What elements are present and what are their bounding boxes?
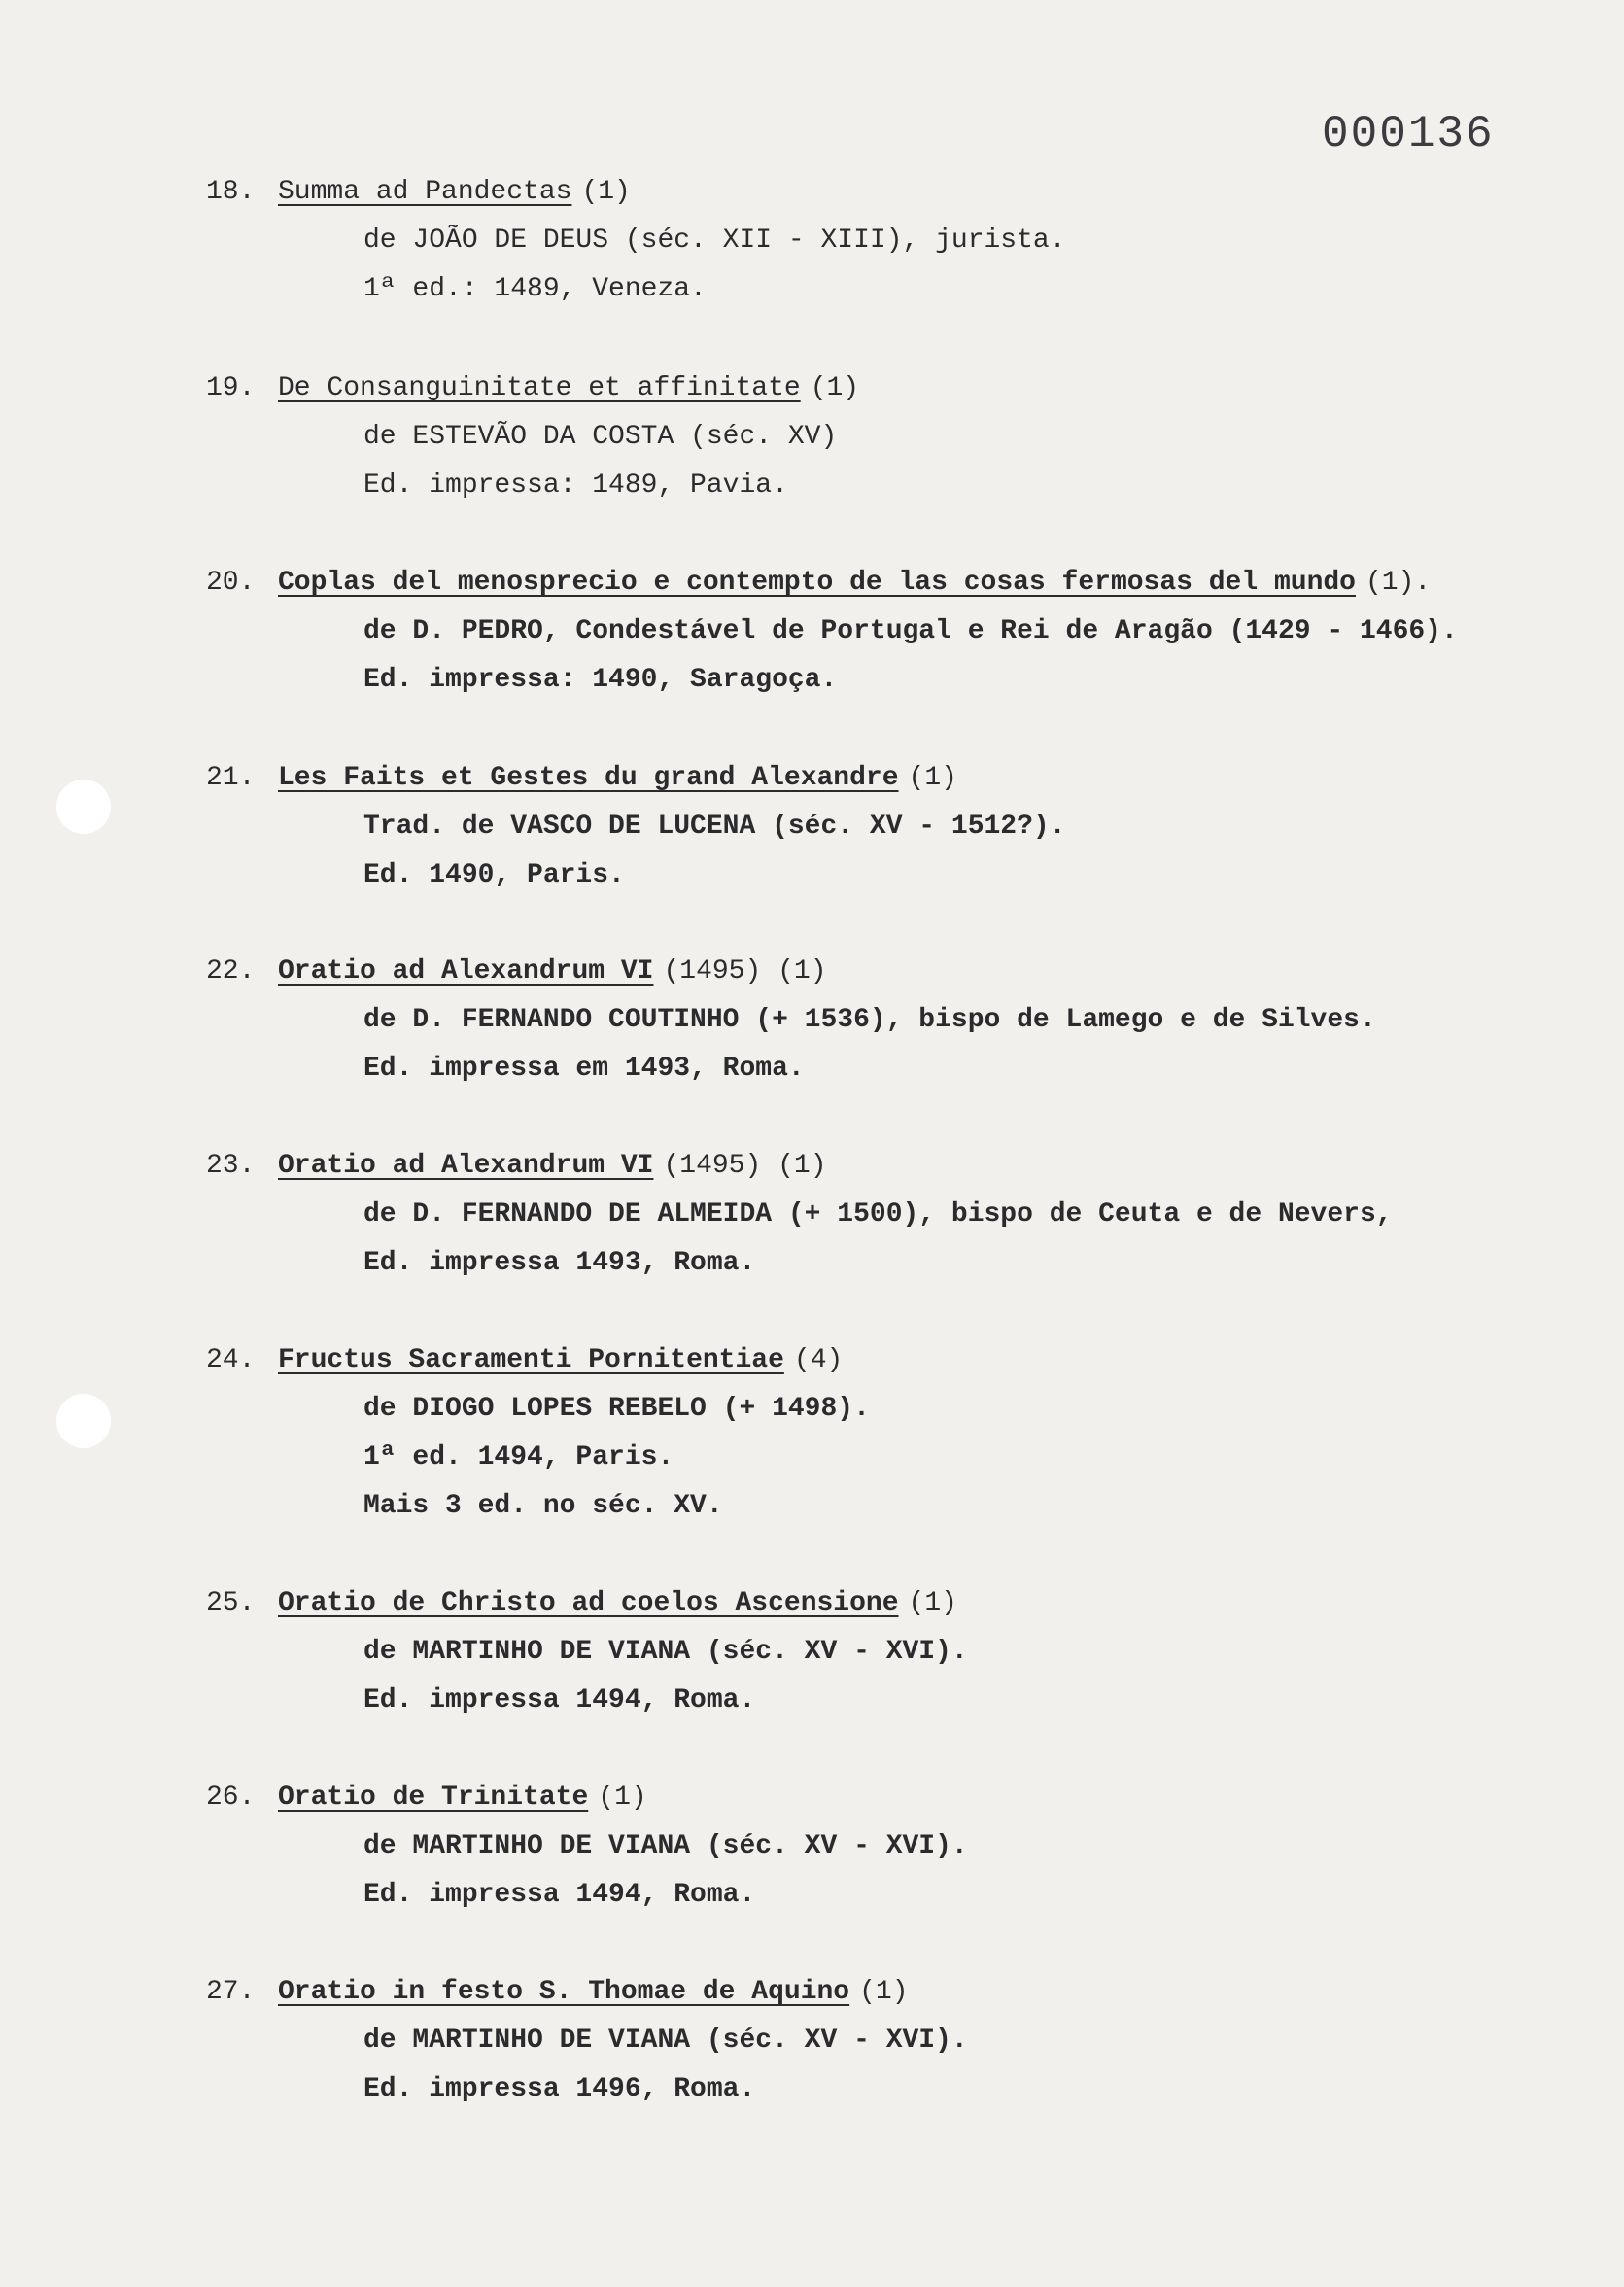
entry-title: Summa ad Pandectas (278, 177, 572, 207)
catalog-entry (206, 1579, 1518, 1725)
entry-head (206, 948, 1518, 996)
entry-number: 22. (206, 956, 256, 987)
entry-note: (4) (793, 1345, 844, 1375)
entry-head (206, 1336, 1518, 1385)
entry-author-line: de D. PEDRO, Condestável de Portugal e Rei de Aragão (1429 - 1466). (363, 616, 1458, 646)
catalog-entry (206, 1142, 1518, 1288)
punch-hole (56, 1394, 111, 1448)
entry-number: 21. (206, 763, 256, 793)
entry-edition-line: Ed. impressa 1494, Roma. (363, 1880, 756, 1910)
entry-author-line: de D. FERNANDO COUTINHO (+ 1536), bispo de Lamego e de Silves. (363, 1005, 1376, 1035)
entry-number: 27. (206, 1977, 256, 2007)
entry-number: 26. (206, 1783, 256, 1813)
entry-head (206, 1579, 1518, 1628)
entry-head (206, 364, 1518, 413)
entry-edition-line: 1ª ed. 1494, Paris. (363, 1442, 674, 1473)
entry-head (206, 559, 1518, 607)
entry-edition-line: Ed. impressa 1493, Roma. (363, 1248, 756, 1278)
entry-note: (1495) (1) (663, 1151, 827, 1181)
entry-head (206, 168, 1518, 217)
entry-head (206, 1968, 1518, 2017)
entry-head (206, 1774, 1518, 1822)
entry-author-line: de ESTEVÃO DA COSTA (séc. XV) (363, 422, 838, 452)
entry-title: Oratio de Christo ad coelos Ascensione (278, 1588, 899, 1618)
entry-title: Oratio ad Alexandrum VI (278, 1151, 654, 1181)
page-number: 000136 (1322, 109, 1495, 159)
catalog-entry (206, 168, 1518, 314)
entry-title: Oratio in festo S. Thomae de Aquino (278, 1977, 850, 2007)
entry-title: Les Faits et Gestes du grand Alexandre (278, 763, 899, 793)
catalog-entry (206, 754, 1518, 900)
entry-note: (1) (598, 1783, 647, 1813)
entry-note: (1) (810, 373, 860, 403)
entry-edition-line: Ed. impressa em 1493, Roma. (363, 1054, 805, 1084)
entry-note: (1) (908, 763, 957, 793)
entry-note: (1) (908, 1588, 957, 1618)
entry-number: 18. (206, 177, 256, 207)
entry-title: Fructus Sacramenti Pornitentiae (278, 1345, 784, 1375)
entry-number: 19. (206, 373, 256, 403)
entry-edition-line: Ed. impressa 1496, Roma. (363, 2074, 756, 2104)
entry-edition-line: 1ª ed.: 1489, Veneza. (363, 274, 707, 304)
entry-extra-line: Mais 3 ed. no séc. XV. (363, 1491, 723, 1521)
entry-title: Oratio ad Alexandrum VI (278, 956, 654, 987)
entry-title: Coplas del menosprecio e contempto de las cosas fermosas del mundo (278, 568, 1356, 598)
entry-author-line: de D. FERNANDO DE ALMEIDA (+ 1500), bispo de Ceuta e de Nevers, (363, 1199, 1393, 1230)
entry-title: De Consanguinitate et affinitate (278, 373, 801, 403)
entry-edition-line: Ed. impressa: 1490, Saragoça. (363, 665, 838, 695)
entry-head (206, 754, 1518, 803)
entry-edition-line: Ed. impressa 1494, Roma. (363, 1685, 756, 1715)
entry-edition-line: Ed. impressa: 1489, Pavia. (363, 470, 788, 501)
entry-author-line: de MARTINHO DE VIANA (séc. XV - XVI). (363, 2026, 968, 2056)
entry-author-line: de MARTINHO DE VIANA (séc. XV - XVI). (363, 1637, 968, 1667)
entry-author-line: de MARTINHO DE VIANA (séc. XV - XVI). (363, 1831, 968, 1861)
punch-hole (56, 780, 111, 834)
entry-edition-line: Ed. 1490, Paris. (363, 860, 625, 890)
entry-note: (1) (581, 177, 631, 207)
catalog-entry (206, 364, 1518, 510)
entry-title: Oratio de Trinitate (278, 1783, 589, 1813)
entry-author-line: de JOÃO DE DEUS (séc. XII - XIII), jurista. (363, 225, 1066, 256)
catalog-entry (206, 948, 1518, 1093)
catalog-entry (206, 1774, 1518, 1920)
entry-number: 25. (206, 1588, 256, 1618)
entry-author-line: de DIOGO LOPES REBELO (+ 1498). (363, 1394, 870, 1424)
entry-author-line: Trad. de VASCO DE LUCENA (séc. XV - 1512?). (363, 812, 1066, 842)
entry-number: 24. (206, 1345, 256, 1375)
entry-number: 23. (206, 1151, 256, 1181)
catalog-entry (206, 1968, 1518, 2114)
entry-note: (1). (1365, 568, 1432, 598)
catalog-entry (206, 559, 1518, 705)
entry-number: 20. (206, 568, 256, 598)
entry-head (206, 1142, 1518, 1191)
entry-note: (1) (859, 1977, 909, 2007)
entry-note: (1495) (1) (663, 956, 827, 987)
catalog-entry (206, 1336, 1518, 1531)
